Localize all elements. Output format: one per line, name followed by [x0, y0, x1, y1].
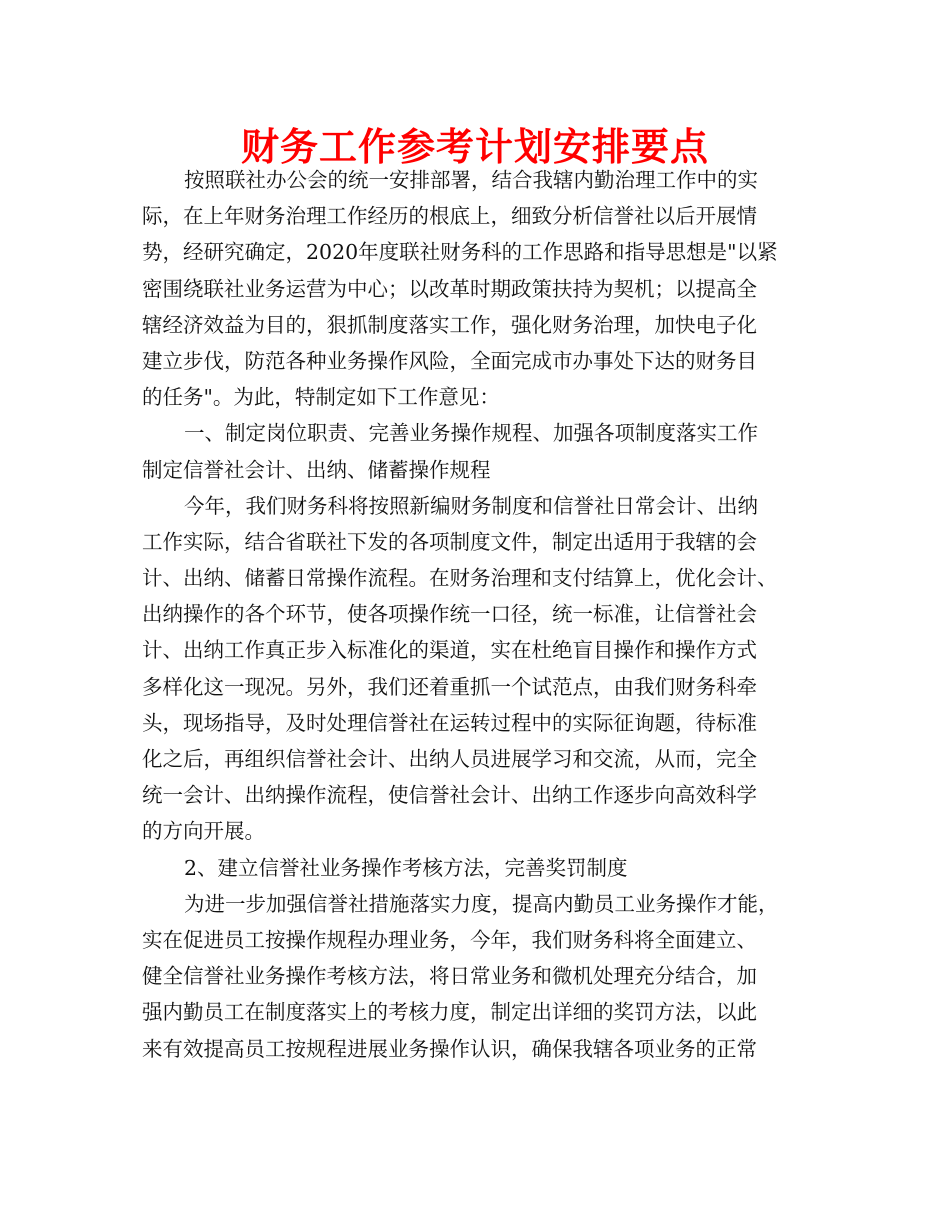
- text-line: 工作实际，结合省联社下发的各项制度文件，制定出适用于我辖的会: [142, 529, 757, 554]
- text-line: 制定信誉社会计、出纳、储蓄操作规程: [142, 457, 491, 482]
- text-line: 统一会计、出纳操作流程，使信誉社会计、出纳工作逐步向高效科学: [142, 783, 757, 808]
- text-line: 实在促进员工按操作规程办理业务，今年，我们财务科将全面建立、: [142, 927, 757, 952]
- text-line: 化之后，再组织信誉社会计、出纳人员进展学习和交流，从而，完全: [142, 747, 757, 771]
- text-line: 辖经济效益为目的，狠抓制度落实工作，强化财务治理，加快电子化: [142, 312, 757, 337]
- text-line: 计、出纳工作真正步入标准化的渠道，实在杜绝盲目操作和操作方式: [142, 638, 757, 663]
- text-line: 际，在上年财务治理工作经历的根底上，细致分析信誉社以后开展情: [142, 204, 757, 229]
- text-line: 为进一步加强信誉社措施落实力度，提高内勤员工业务操作才能，: [184, 891, 779, 916]
- text-line: 2、建立信誉社业务操作考核方法，完善奖罚制度: [184, 855, 628, 880]
- text-line: 一、制定岗位职责、完善业务操作规程、加强各项制度落实工作: [184, 421, 758, 446]
- text-line: 按照联社办公会的统一安排部署，结合我辖内勤治理工作中的实: [184, 168, 758, 192]
- text-line: 健全信誉社业务操作考核方法，将日常业务和微机处理充分结合，加: [142, 964, 757, 989]
- text-line: 的任务"。为此，特制定如下工作意见：: [142, 385, 500, 410]
- document-title: 财务工作参考计划安排要点: [240, 125, 709, 169]
- text-line: 计、出纳、储蓄日常操作流程。在财务治理和支付结算上，优化会计、: [142, 566, 778, 591]
- text-line: 的方向开展。: [142, 819, 265, 844]
- text-line: 强内勤员工在制度落实上的考核力度，制定出详细的奖罚方法，以此: [142, 1000, 757, 1025]
- text-line: 势，经研究确定，2020年度联社财务科的工作思路和指导思想是"以紧: [142, 240, 778, 265]
- text-line: 来有效提高员工按规程进展业务操作认识，确保我辖各项业务的正常: [142, 1036, 757, 1061]
- text-line: 多样化这一现况。另外，我们还着重抓一个试范点，由我们财务科牵: [142, 674, 757, 699]
- text-line: 头，现场指导，及时处理信誉社在运转过程中的实际征询题，待标准: [142, 710, 757, 735]
- text-line: 今年，我们财务科将按照新编财务制度和信誉社日常会计、出纳: [184, 493, 758, 518]
- text-line: 建立步伐，防范各种业务操作风险，全面完成市办事处下达的财务目: [142, 348, 757, 373]
- text-line: 密围绕联社业务运营为中心；以改革时期政策扶持为契机；以提高全: [142, 276, 757, 301]
- document-body: [142, 162, 812, 1067]
- text-line: 出纳操作的各个环节，使各项操作统一口径，统一标准，让信誉社会: [142, 602, 757, 627]
